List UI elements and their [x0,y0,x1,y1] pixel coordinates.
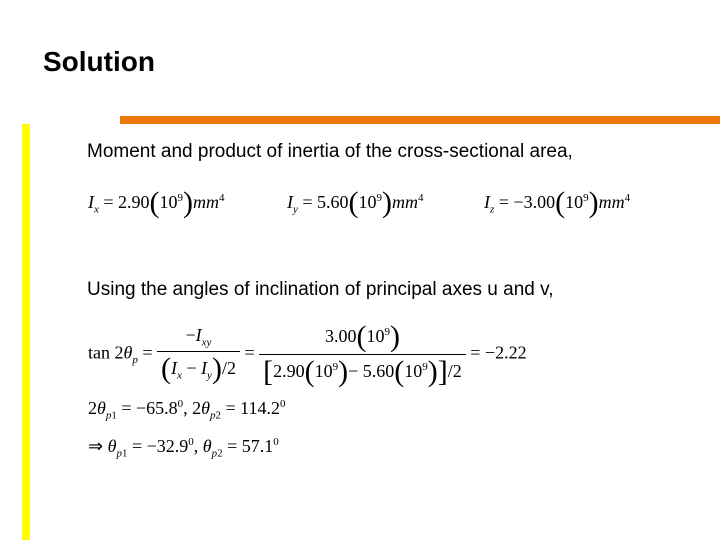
fraction-symbolic: $\frac{-I_{xy}}{(I_x - I_y)/2}$ [157,325,240,384]
tan-result: = −2.22 [470,342,527,363]
eq-ix: $I_x = 2.90(10^9)mm^4$ [88,186,225,219]
eq-theta: ⇒ $\theta_{p1} = -32.9^0$, $\theta_{p2} = 57.1^0$ [88,436,279,460]
eq-tan: $\tan 2\theta_p$ = $\frac{-I_{xy}}{(I_x - I_y)/2}$ = $\frac{3.00(10^9)}{[2.90(10^9)- 5.60(10^9)]/2}$ = −2.22 [88,320,527,388]
fraction-numeric: $\frac{3.00(10^9)}{[2.90(10^9)- 5.60(10^9)]/2}$ [259,322,466,387]
title-underline [120,116,720,124]
eq-iz: $I_z = -3.00(10^9)mm^4$ [484,186,631,219]
angles-text: Using the angles of inclination of principal axes u and v, [87,279,554,300]
slide-title: Solution [43,46,155,77]
eq-iy: $I_y = 5.60(10^9)mm^4$ [287,186,424,219]
eq-2theta: $2\theta_{p1} = -65.8^0$, $2\theta_{p2} = 114.2^0$ [88,398,286,422]
intro-text: Moment and product of inertia of the cross-sectional area, [87,141,573,162]
left-accent-bar [22,124,30,540]
